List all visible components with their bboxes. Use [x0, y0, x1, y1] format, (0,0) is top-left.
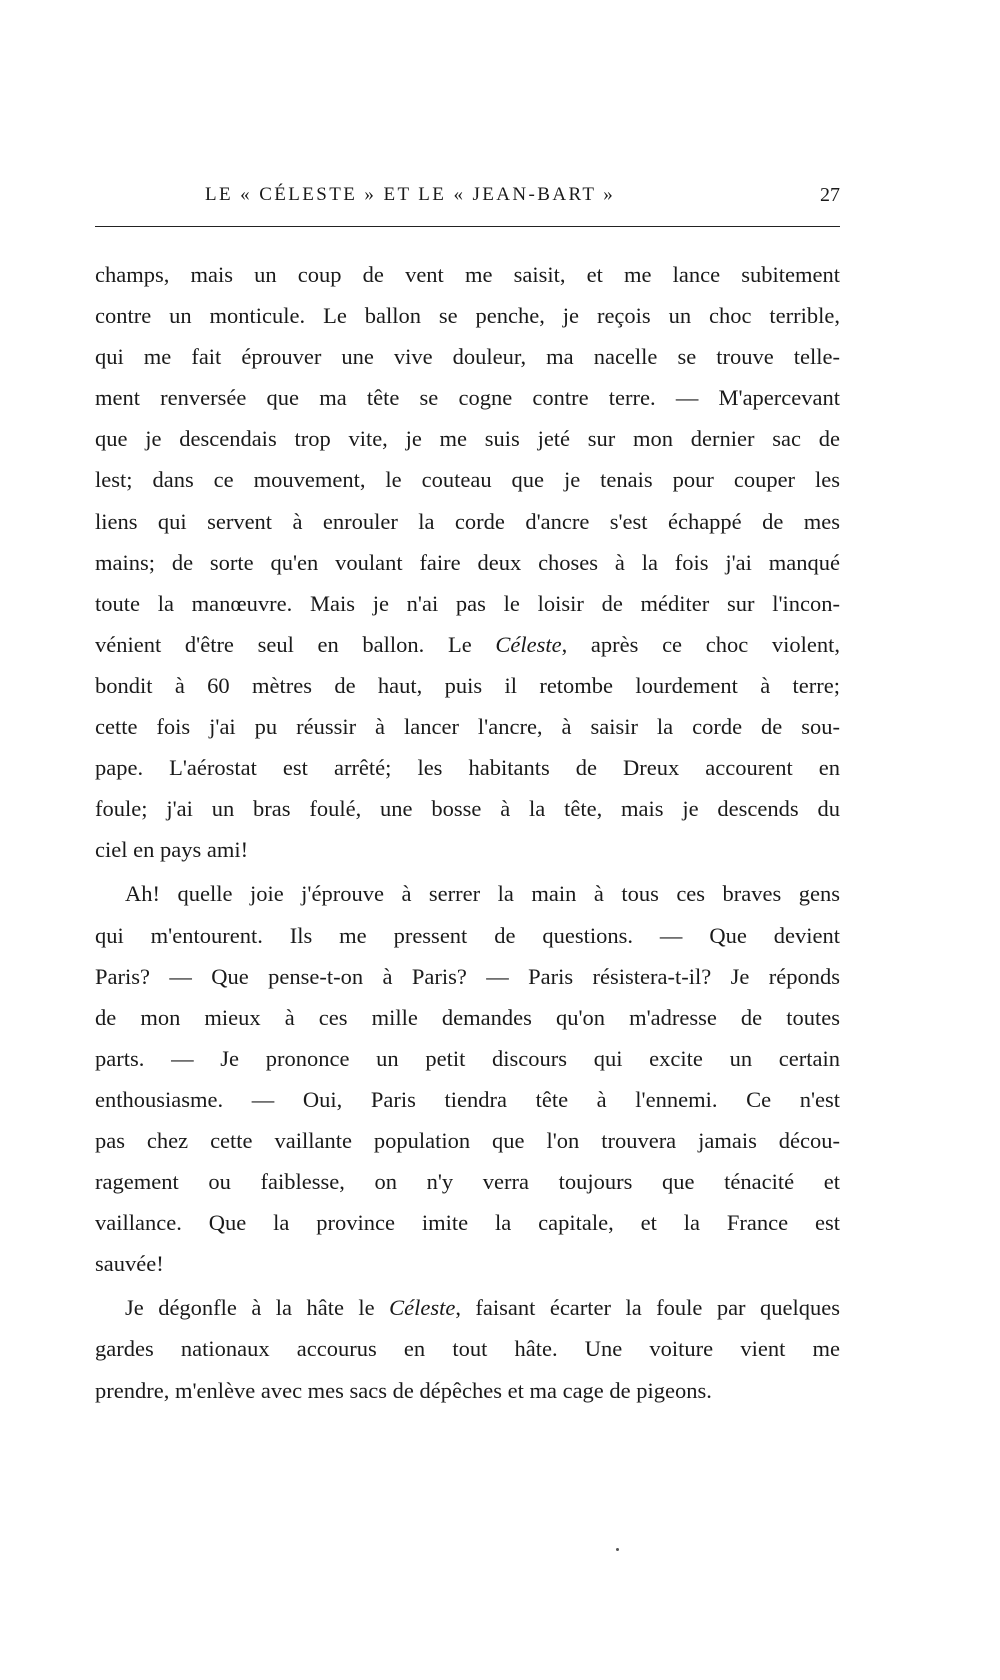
text-line: Je dégonfle à la hâte le Céleste, faisant écarter la foule par quelques	[125, 1295, 840, 1321]
text-line: cette fois j'ai pu réussir à lancer l'ancre, à saisir la corde de sou-	[95, 714, 840, 740]
text-line: Paris? — Que pense-t-on à Paris? — Paris résistera-t-il? Je réponds	[95, 963, 840, 989]
running-title: LE « CÉLESTE » ET LE « JEAN-BART »	[205, 184, 616, 205]
text-line: liens qui servent à enrouler la corde d'ancre s'est échappé de mes	[95, 508, 840, 534]
running-head	[95, 184, 840, 214]
text-line: foule; j'ai un bras foulé, une bosse à la tête, mais je descends du	[95, 796, 840, 822]
paragraph-3	[95, 1287, 840, 1410]
text-line: champs, mais un coup de vent me saisit, et me lance subitement	[95, 262, 840, 287]
text-line: lest; dans ce mouvement, le couteau que je tenais pour couper les	[95, 467, 840, 493]
text-line: ment renversée que ma tête se cogne contre terre. — M'apercevant	[95, 385, 840, 411]
text-line: prendre, m'enlève avec mes sacs de dépêches et ma cage de pigeons.	[95, 1377, 712, 1403]
text-line: bondit à 60 mètres de haut, puis il retombe lourdement à terre;	[95, 672, 840, 698]
text-line: parts. — Je prononce un petit discours qui excite un certain	[95, 1045, 840, 1071]
paragraph-2	[95, 873, 840, 1284]
page-number: 27	[820, 184, 840, 206]
text-line: pape. L'aérostat est arrêté; les habitants de Dreux accourent en	[95, 755, 840, 781]
text-line: mains; de sorte qu'en voulant faire deux choses à la fois j'ai manqué	[95, 549, 840, 575]
text-line: ciel en pays ami!	[95, 837, 249, 863]
text-line: pas chez cette vaillante population que l'on trouvera jamais décou-	[95, 1127, 840, 1153]
header-rule	[95, 226, 840, 227]
text-line: de mon mieux à ces mille demandes qu'on m'adresse de toutes	[95, 1004, 840, 1030]
text-line: gardes nationaux accourus en tout hâte. Une voiture vient me	[95, 1336, 840, 1362]
text-line: Ah! quelle joie j'éprouve à serrer la main à tous ces braves gens	[125, 881, 840, 907]
print-speck	[616, 1548, 619, 1551]
text-line: qui me fait éprouver une vive douleur, ma nacelle se trouve telle-	[95, 344, 840, 370]
text-line: sauvée!	[95, 1251, 164, 1277]
text-line: enthousiasme. — Oui, Paris tiendra tête à l'ennemi. Ce n'est	[95, 1086, 840, 1112]
text-line: toute la manœuvre. Mais je n'ai pas le loisir de méditer sur l'incon-	[95, 590, 840, 616]
body-text	[95, 254, 840, 1411]
text-line: ragement ou faiblesse, on n'y verra toujours que ténacité et	[95, 1169, 840, 1195]
text-line: contre un monticule. Le ballon se penche, je reçois un choc terrible,	[95, 303, 840, 329]
text-line: que je descendais trop vite, je me suis jeté sur mon dernier sac de	[95, 426, 840, 452]
text-line: vaillance. Que la province imite la capitale, et la France est	[95, 1210, 840, 1236]
paragraph-1	[95, 254, 840, 870]
text-line: vénient d'être seul en ballon. Le Céleste, après ce choc violent,	[95, 631, 840, 657]
text-line: qui m'entourent. Ils me pressent de questions. — Que devient	[95, 922, 840, 948]
